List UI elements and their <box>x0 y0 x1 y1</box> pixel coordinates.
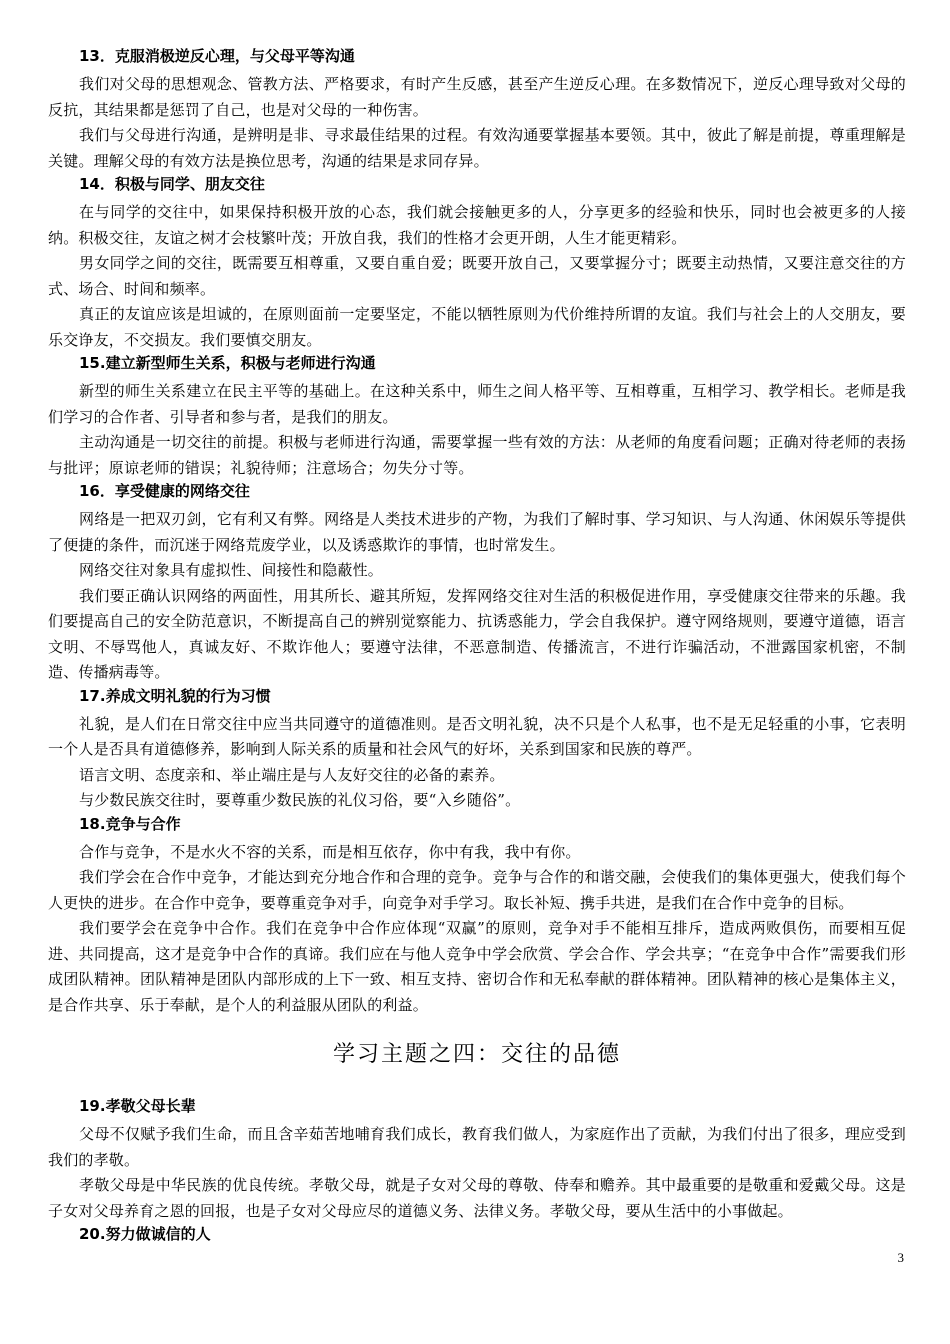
section-heading: 15.建立新型师生关系，积极与老师进行沟通 <box>79 354 376 372</box>
section-heading: 17.养成文明礼貌的行为习惯 <box>79 686 271 705</box>
paragraph: 语言文明、态度亲和、举止端庄是与人友好交往的必备的素养。 <box>79 765 505 784</box>
section-heading: 13．克服消极逆反心理，与父母平等沟通 <box>79 47 355 65</box>
paragraph: 与少数民族交往时，要尊重少数民族的礼仪习俗，要“入乡随俗”。 <box>79 791 521 809</box>
paragraph: 新型的师生关系建立在民主平等的基础上。在这种关系中，师生之间人格平等、互相尊重，互相学习、教学相长。老师是我们学习的合作者、引导者和参与者，是我们的朋友。 <box>48 382 906 426</box>
paragraph: 礼貌，是人们在日常交往中应当共同遵守的道德准则。是否文明礼貌，决不只是个人私事，也不是无足轻重的小事，它表明一个人是否具有道德修养，影响到人际关系的质量和社会风气的好坏，关系到国家和民族的尊严。 <box>48 714 906 758</box>
section-heading: 18.竞争与合作 <box>79 814 181 833</box>
paragraph: 父母不仅赋予我们生命，而且含辛茹苦地哺育我们成长，教育我们做人，为家庭作出了贡献，为我们付出了很多，理应受到我们的孝敬。 <box>48 1125 906 1169</box>
paragraph: 我们要学会在竞争中合作。我们在竞争中合作应体现“双赢”的原则，竞争对手不能相互排斥，造成两败俱伤，而要相互促进、共同提高，这才是竞争中合作的真谛。我们应在与他人竞争中学会欣赏、学会合作、学会共享；“在竞争中合作”需要我们形成团队精神。团队精神是团队内部形成的上下一致、相互支持、密切合作和无私奉献的群体精神。团队精神的核心是集体主义，是合作共享、乐于奉献，是个人的利益服从团队的利益。 <box>48 919 906 1014</box>
paragraph: 我们学会在合作中竞争，才能达到充分地合作和合理的竞争。竞争与合作的和谐交融，会使我们的集体更强大，使我们每个人更快的进步。在合作中竞争，要尊重竞争对手，向竞争对手学习。取长补短、携手共进，是我们在合作中竞争的目标。 <box>48 868 906 912</box>
paragraph: 男女同学之间的交往，既需要互相尊重，又要自重自爱；既要开放自己，又要掌握分寸；既要主动热情，又要注意交往的方式、场合、时间和频率。 <box>48 254 906 298</box>
paragraph: 我们对父母的思想观念、管教方法、严格要求，有时产生反感，甚至产生逆反心理。在多数情况下，逆反心理导致对父母的反抗，其结果都是惩罚了自己，也是对父母的一种伤害。 <box>48 75 906 119</box>
section-heading: 19.孝敬父母长辈 <box>79 1097 196 1115</box>
section-heading: 14．积极与同学、朋友交往 <box>79 175 265 193</box>
paragraph: 主动沟通是一切交往的前提。积极与老师进行沟通，需要掌握一些有效的方法：从老师的角度看问题；正确对待老师的表扬与批评；原谅老师的错误；礼貌待师；注意场合；勿失分寸等。 <box>48 433 906 477</box>
page-number: 3 <box>897 1250 904 1265</box>
document-page <box>48 46 906 1250</box>
paragraph: 孝敬父母是中华民族的优良传统。孝敬父母，就是子女对父母的尊敬、侍奉和赡养。其中最重要的是敬重和爱戴父母。这是子女对父母养育之恩的回报，也是子女对父母应尽的道德义务、法律义务。孝敬父母，要从生活中的小事做起。 <box>48 1176 906 1220</box>
section-heading: 20.努力做诚信的人 <box>79 1225 211 1243</box>
paragraph: 我们要正确认识网络的两面性，用其所长、避其所短，发挥网络交往对生活的积极促进作用，享受健康交往带来的乐趣。我们要提高自己的安全防范意识，不断提高自己的辨别觉察能力、抗诱惑能力，学会自我保护。遵守网络规则，要遵守道德，语言文明、不辱骂他人，真诚友好、不欺诈他人；要遵守法律，不恶意制造、传播流言，不进行诈骗活动，不泄露国家机密，不制造、传播病毒等。 <box>48 586 906 681</box>
paragraph: 合作与竞争，不是水火不容的关系，而是相互依存，你中有我，我中有你。 <box>79 842 581 861</box>
paragraph: 我们与父母进行沟通，是辨明是非、寻求最佳结果的过程。有效沟通要掌握基本要领。其中，彼此了解是前提，尊重理解是关键。理解父母的有效方法是换位思考，沟通的结果是求同存异。 <box>48 126 906 170</box>
paragraph: 真正的友谊应该是坦诚的，在原则面前一定要坚定，不能以牺牲原则为代价维持所谓的友谊。我们与社会上的人交朋友，要乐交诤友，不交损友。我们要慎交朋友。 <box>48 305 906 349</box>
chapter-title: 学习主题之四：交往的品德 <box>332 1042 621 1067</box>
paragraph: 网络交往对象具有虚拟性、间接性和隐蔽性。 <box>79 561 384 579</box>
paragraph: 在与同学的交往中，如果保持积极开放的心态，我们就会接触更多的人，分享更多的经验和快乐，同时也会被更多的人接纳。积极交往，友谊之树才会枝繁叶茂；开放自我，我们的性格才会更开朗，人生才能更精彩。 <box>48 203 906 247</box>
paragraph: 网络是一把双刃剑，它有利又有弊。网络是人类技术进步的产物，为我们了解时事、学习知识、与人沟通、休闲娱乐等提供了便捷的条件，而沉迷于网络荒废学业，以及诱惑欺诈的事情，也时常发生。 <box>48 510 906 554</box>
section-heading: 16．享受健康的网络交往 <box>79 482 250 500</box>
